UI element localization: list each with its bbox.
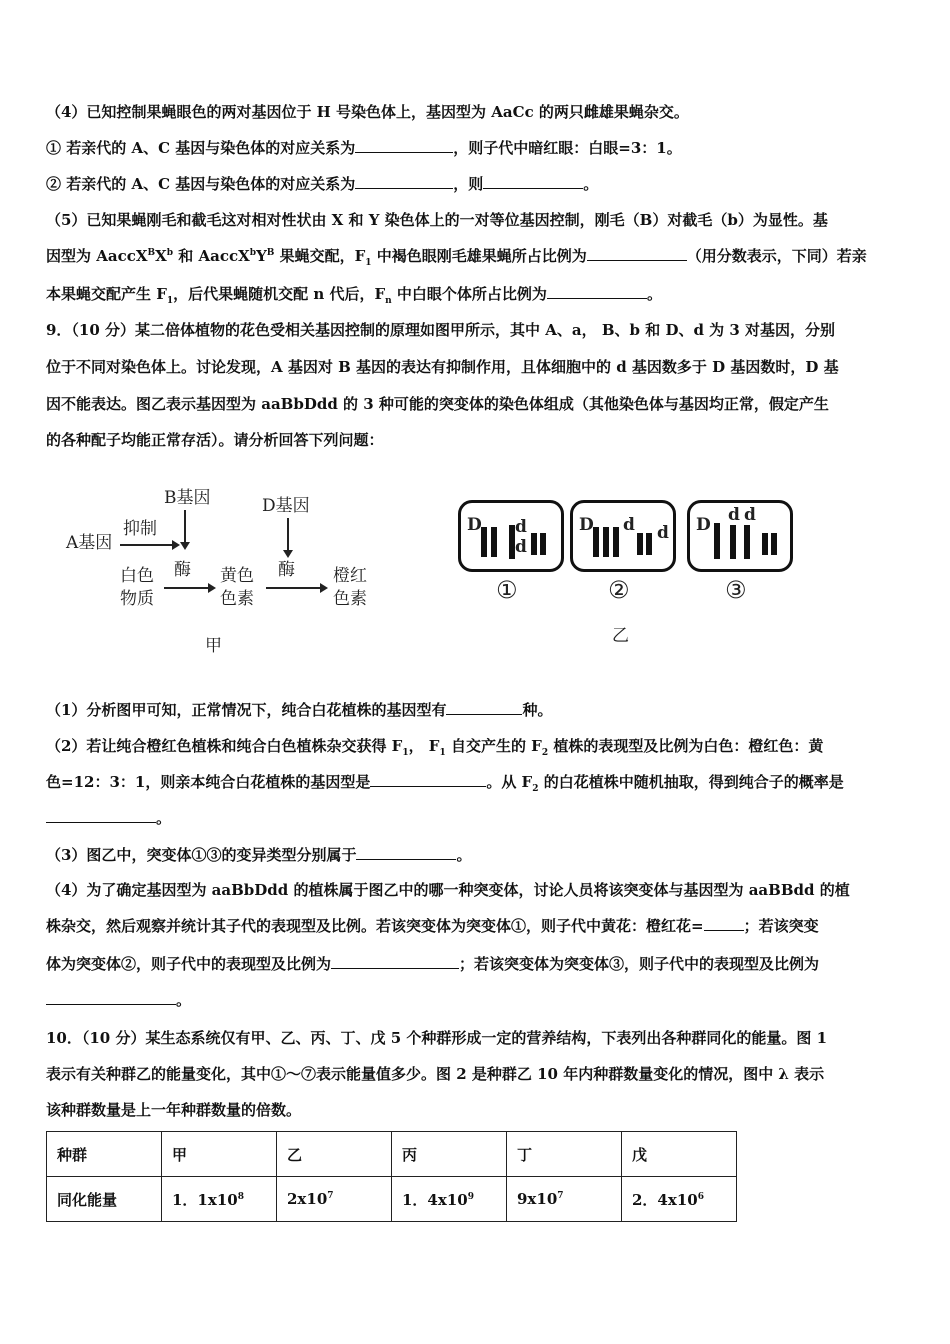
text: ① 若亲代的 A、C 基因与染色体的对应关系为 xyxy=(46,139,356,157)
text: 的白花植株中随机抽取，得到纯合子的概率是 xyxy=(538,773,844,791)
table-header-cell: 丁 xyxy=(507,1132,622,1177)
answer-blank[interactable] xyxy=(587,246,687,261)
q9-part2-line3 xyxy=(46,808,171,828)
q9-part4-line3 xyxy=(46,954,819,974)
value-base: 1．1x10 xyxy=(172,1190,238,1209)
mutant-1-d1: d xyxy=(515,517,527,537)
answer-blank[interactable] xyxy=(370,772,486,787)
table-header-row xyxy=(47,1132,737,1177)
text: 因型为 AaccX xyxy=(46,247,148,265)
superscript: b xyxy=(249,248,257,258)
mutant-1-cell xyxy=(458,500,564,572)
text: 。 xyxy=(646,285,662,303)
text: 植株的表现型及比例为白色：橙红色：黄 xyxy=(548,737,824,755)
q10-stem-line2: 表示有关种群乙的能量变化，其中①～⑦表示能量值多少。图 2 是种群乙 10 年内种群数量变化的情况，图中 λ 表示 xyxy=(46,1065,825,1083)
value-base: 1．4x10 xyxy=(402,1190,468,1209)
text: 果蝇交配，F xyxy=(274,247,366,265)
text: ；若该突变 xyxy=(743,917,819,935)
q8-part5-line3 xyxy=(46,284,662,304)
text: 和 AaccX xyxy=(173,247,250,265)
enzyme2-label: 酶 xyxy=(278,560,295,580)
text: 种。 xyxy=(522,701,553,719)
q9-part3 xyxy=(46,845,471,865)
value-exponent: 7 xyxy=(557,1191,564,1201)
answer-blank[interactable] xyxy=(483,174,583,189)
superscript: B xyxy=(147,248,156,258)
arrow-white-to-yellow xyxy=(164,587,214,589)
table-row-label: 同化能量 xyxy=(47,1177,162,1222)
subscript: 2 xyxy=(541,748,549,758)
text: 自交产生的 F xyxy=(445,737,542,755)
value-exponent: 7 xyxy=(327,1191,334,1201)
answer-blank[interactable] xyxy=(46,808,156,823)
mutant-1-D: D xyxy=(467,515,482,535)
answer-blank[interactable] xyxy=(446,700,522,715)
yellow-pigment-line1: 黄色 xyxy=(220,566,254,586)
table-header-cell: 戊 xyxy=(622,1132,737,1177)
d-gene-arrow xyxy=(287,518,289,556)
table-header-cell: 丙 xyxy=(392,1132,507,1177)
q9-part4-line2 xyxy=(46,916,819,936)
b-gene-label: B基因 xyxy=(164,488,211,508)
white-substance-line1: 白色 xyxy=(120,566,154,586)
q9-part2-line1 xyxy=(46,736,823,756)
mutant-2-number: ② xyxy=(608,576,630,604)
q8-part4-item2 xyxy=(46,174,598,194)
answer-blank[interactable] xyxy=(356,845,456,860)
q9-stem-line1: 9．（10 分）某二倍体植物的花色受相关基因控制的原理如图甲所示，其中 A、a， B、b 和 D、d 为 3 对基因，分别 xyxy=(46,321,836,339)
text: 株杂交，然后观察并统计其子代的表现型及比例。若该突变体为突变体①，则子代中黄花：橙红花= xyxy=(46,917,704,935)
mutant-1-number: ① xyxy=(496,576,518,604)
q10-stem-line3: 该种群数量是上一年种群数量的倍数。 xyxy=(46,1101,302,1119)
yellow-pigment-line2: 色素 xyxy=(220,589,254,609)
superscript: b xyxy=(166,248,174,258)
text: 。 xyxy=(156,809,172,827)
table-cell xyxy=(162,1177,277,1222)
white-substance-line2: 物质 xyxy=(120,589,154,609)
mutant-3-chromosomes xyxy=(690,503,790,569)
text: 。 xyxy=(456,846,472,864)
text: ，则 xyxy=(453,175,484,193)
figure-jia-caption: 甲 xyxy=(205,636,222,656)
table-cell xyxy=(622,1177,737,1222)
table-cell xyxy=(507,1177,622,1222)
answer-blank[interactable] xyxy=(355,138,453,153)
superscript: B xyxy=(266,248,275,258)
mutant-3-D: D xyxy=(696,515,711,535)
text: （3）图乙中，突变体①③的变异类型分别属于 xyxy=(46,846,357,864)
answer-blank[interactable] xyxy=(46,990,176,1005)
answer-blank[interactable] xyxy=(355,174,453,189)
mutant-2-d2: d xyxy=(657,523,669,543)
text: 中白眼个体所占比例为 xyxy=(391,285,547,303)
orange-pigment-line2: 色素 xyxy=(333,589,367,609)
text: 中褐色眼刚毛雄果蝇所占比例为 xyxy=(371,247,587,265)
q8-part5-line2 xyxy=(46,246,867,266)
text: ；若该突变体为突变体③，则子代中的表现型及比例为 xyxy=(459,955,820,973)
b-gene-arrow xyxy=(184,510,186,548)
mutant-1-d2: d xyxy=(515,537,527,557)
table-header-cell: 甲 xyxy=(162,1132,277,1177)
mutant-3-d1: d xyxy=(728,505,740,525)
table-header-cell: 乙 xyxy=(277,1132,392,1177)
figure-yi-caption: 乙 xyxy=(612,626,629,646)
arrow-yellow-to-orange xyxy=(266,587,326,589)
inhibit-label: 抑制 xyxy=(123,519,157,539)
text: 。 xyxy=(176,991,192,1009)
text: Y xyxy=(256,247,267,265)
d-gene-label: D基因 xyxy=(262,496,310,516)
mutant-3-d2: d xyxy=(744,505,756,525)
text: （1）分析图甲可知，正常情况下，纯合白花植株的基因型有 xyxy=(46,701,447,719)
subscript: 1 xyxy=(402,748,409,758)
population-energy-table xyxy=(46,1131,737,1222)
text: ② 若亲代的 A、C 基因与染色体的对应关系为 xyxy=(46,175,356,193)
q9-stem-line3: 因不能表达。图乙表示基因型为 aaBbDdd 的 3 种可能的突变体的染色体组成（其他染色体与基因均正常，假定产生 xyxy=(46,395,829,413)
q10-stem-line1: 10．（10 分）某生态系统仅有甲、乙、丙、丁、戊 5 个种群形成一定的营养结构，下表列出各种群同化的能量。图 1 xyxy=(46,1029,828,1047)
table-header-cell: 种群 xyxy=(47,1132,162,1177)
text: ，后代果蝇随机交配 n 代后，F xyxy=(173,285,386,303)
a-gene-label: A基因 xyxy=(66,533,113,553)
value-base: 2x10 xyxy=(287,1190,328,1208)
q8-part5-line1: （5）已知果蝇刚毛和截毛这对相对性状由 X 和 Y 染色体上的一对等位基因控制，刚毛（B）对截毛（b）为显性。基 xyxy=(46,211,828,229)
text: 。从 F xyxy=(486,773,533,791)
text: （2）若让纯合橙红色植株和纯合白色植株杂交获得 F xyxy=(46,737,403,755)
text: （用分数表示，下同）若亲 xyxy=(686,247,867,265)
table-row xyxy=(47,1177,737,1222)
q8-part4: （4）已知控制果蝇眼色的两对基因位于 H 号染色体上，基因型为 AaCc 的两只雌雄果蝇杂交。 xyxy=(46,103,689,121)
subscript: 1 xyxy=(365,258,372,268)
text: 。 xyxy=(583,175,599,193)
q9-stem-line4: 的各种配子均能正常存活）。请分析回答下列问题： xyxy=(46,431,384,449)
q9-part2-line2 xyxy=(46,772,844,792)
mutant-2-d1: d xyxy=(623,515,635,535)
text: 体为突变体②，则子代中的表现型及比例为 xyxy=(46,955,332,973)
text: ，则子代中暗红眼：白眼=3：1。 xyxy=(453,139,682,157)
mutant-2-D: D xyxy=(579,515,594,535)
q9-part4-line1: （4）为了确定基因型为 aaBbDdd 的植株属于图乙中的哪一种突变体，讨论人员将该突变体与基因型为 aaBBdd 的植 xyxy=(46,881,850,899)
mutant-1-chromosomes xyxy=(461,503,561,569)
q9-stem-line2: 位于不同对染色体上。讨论发现，A 基因对 B 基因的表达有抑制作用，且体细胞中的 d 基因数多于 D 基因数时，D 基 xyxy=(46,358,839,376)
subscript: n xyxy=(385,296,392,306)
mutant-2-cell xyxy=(570,500,676,572)
subscript: 1 xyxy=(166,296,174,306)
answer-blank[interactable] xyxy=(547,284,647,299)
subscript: 2 xyxy=(532,784,539,794)
value-exponent: 6 xyxy=(697,1191,704,1202)
orange-pigment-line1: 橙红 xyxy=(333,566,367,586)
value-exponent: 8 xyxy=(237,1191,244,1202)
subscript: 1 xyxy=(439,748,446,758)
text: 色=12：3：1，则亲本纯合白花植株的基因型是 xyxy=(46,773,371,791)
answer-blank[interactable] xyxy=(331,954,459,969)
inhibit-arrow xyxy=(120,544,178,546)
value-base: 9x10 xyxy=(517,1190,558,1208)
text: X xyxy=(155,247,167,265)
mutant-3-number: ③ xyxy=(725,576,747,604)
text: 本果蝇交配产生 F xyxy=(46,285,167,303)
mutant-3-cell xyxy=(687,500,793,572)
q8-part4-item1 xyxy=(46,138,682,158)
q9-part1 xyxy=(46,700,552,720)
value-base: 2．4x10 xyxy=(632,1190,698,1209)
table-cell xyxy=(392,1177,507,1222)
enzyme1-label: 酶 xyxy=(174,560,191,580)
q9-part4-line4 xyxy=(46,990,191,1010)
value-exponent: 9 xyxy=(467,1191,474,1202)
text: ， F xyxy=(408,737,440,755)
table-cell xyxy=(277,1177,392,1222)
answer-blank[interactable] xyxy=(704,916,744,931)
